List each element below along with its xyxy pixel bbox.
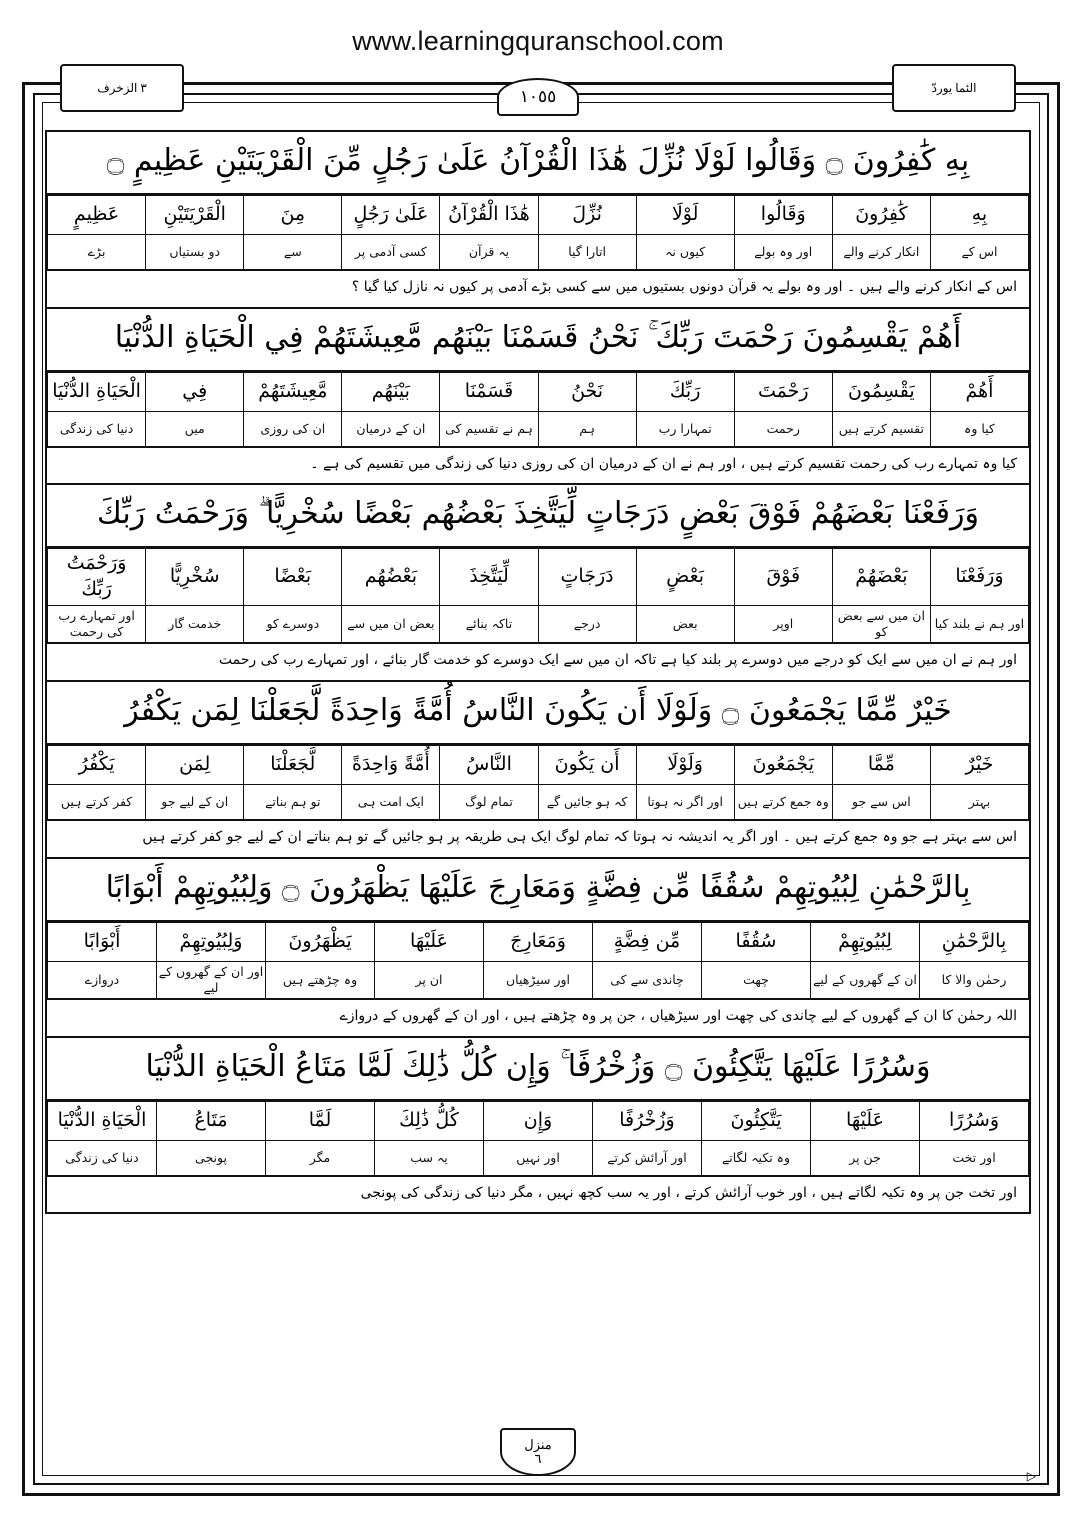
urdu-word-cell: بعض ان میں سے — [342, 605, 440, 643]
urdu-word-cell: بہتر — [930, 784, 1028, 819]
urdu-word-cell: کہ ہو جائیں گے — [538, 784, 636, 819]
arabic-word-cell: لِّيَتَّخِذَ — [440, 549, 538, 605]
arabic-word-cell: وَلَوْلَا — [636, 745, 734, 784]
arabic-word-cell: سُقُفًا — [702, 922, 811, 961]
urdu-word-cell: کسی آدمی پر — [342, 235, 440, 270]
urdu-word-cell: تمہارا رب — [636, 411, 734, 446]
urdu-word-cell: رحمٰن والا کا — [920, 961, 1029, 999]
arabic-word-cell: بَيْنَهُم — [342, 372, 440, 411]
urdu-word-cell: ان پر — [375, 961, 484, 999]
ayah-arabic-line: وَرَفَعْنَا بَعْضَهُمْ فَوْقَ بَعْضٍ دَرَجَاتٍ لِّيَتَّخِذَ بَعْضُهُم بَعْضًا سُخْرِيًّا ۗ وَرَحْمَتُ رَبِّكَ — [47, 485, 1029, 548]
arabic-word-cell: عَلَيْهَا — [375, 922, 484, 961]
urdu-translation-line: اس کے انکار کرنے والے ہیں ۔ اور وہ بولے یہ قرآن دونوں بستیوں میں سے کسی بڑے آدمی پر کیوں نہ نازل کیا گیا ؟ — [47, 270, 1029, 307]
verse-block — [45, 130, 1031, 309]
word-by-word-table — [47, 548, 1029, 643]
urdu-word-cell: اور ان کے گھروں کے لیے — [157, 961, 266, 999]
urdu-word-cell: تمام لوگ — [440, 784, 538, 819]
arabic-word-cell: الْحَيَاةِ الدُّنْيَا — [48, 372, 146, 411]
urdu-word-cell: انکار کرنے والے — [832, 235, 930, 270]
arabic-word-cell: بَعْضًا — [244, 549, 342, 605]
arabic-word-cell: أَهُمْ — [930, 372, 1028, 411]
arabic-word-cell: عَظِيمٍ — [48, 196, 146, 235]
arabic-word-cell: وَرَحْمَتُ رَبِّكَ — [48, 549, 146, 605]
arabic-word-cell: فَوْقَ — [734, 549, 832, 605]
urdu-translation-line: اللہ رحمٰن کا ان کے گھروں کے لیے چاندی کی چھت اور سیڑھیاں ، جن پر وہ چڑھتے ہیں ، اور ان کے گھروں کے دروازے — [47, 999, 1029, 1036]
arabic-words-row — [48, 196, 1029, 235]
arabic-word-cell: يَجْمَعُونَ — [734, 745, 832, 784]
urdu-word-cell: چاندی سے کی — [593, 961, 702, 999]
arabic-word-cell: عَلَيْهَا — [811, 1101, 920, 1140]
arabic-word-cell: قَسَمْنَا — [440, 372, 538, 411]
arabic-word-cell: يَكْفُرُ — [48, 745, 146, 784]
arabic-word-cell: يَتَّكِئُونَ — [702, 1101, 811, 1140]
urdu-words-row — [48, 235, 1029, 270]
arabic-word-cell: يَقْسِمُونَ — [832, 372, 930, 411]
urdu-word-cell: یہ قرآن — [440, 235, 538, 270]
urdu-word-cell: دو بستیاں — [146, 235, 244, 270]
ayah-arabic-line: أَهُمْ يَقْسِمُونَ رَحْمَتَ رَبِّكَ ۚ نَحْنُ قَسَمْنَا بَيْنَهُم مَّعِيشَتَهُمْ فِي الْحَيَاةِ الدُّنْيَا — [47, 309, 1029, 372]
urdu-word-cell: ہم — [538, 411, 636, 446]
urdu-word-cell: دروازے — [48, 961, 157, 999]
arabic-word-cell: سُخْرِيًّا — [146, 549, 244, 605]
arabic-word-cell: أَبْوَابًا — [48, 922, 157, 961]
verse-block — [45, 682, 1031, 859]
ayah-arabic-line: بِالرَّحْمَٰنِ لِبُيُوتِهِمْ سُقُفًا مِّن فِضَّةٍ وَمَعَارِجَ عَلَيْهَا يَظْهَرُونَ ۝ وَلِبُيُوتِهِمْ أَبْوَابًا — [47, 859, 1029, 922]
urdu-word-cell: کیوں نہ — [636, 235, 734, 270]
urdu-word-cell: پونجی — [157, 1140, 266, 1175]
urdu-word-cell: سے — [244, 235, 342, 270]
urdu-word-cell: ان کے گھروں کے لیے — [811, 961, 920, 999]
arabic-word-cell: كَٰفِرُونَ — [832, 196, 930, 235]
urdu-translation-line: کیا وہ تمہارے رب کی رحمت تقسیم کرتے ہیں ، اور ہم نے ان کے درمیان ان کی روزی دنیا کی زندگی میں تقسیم کی ہے ۔ — [47, 447, 1029, 484]
urdu-word-cell: وہ جمع کرتے ہیں — [734, 784, 832, 819]
arabic-word-cell: بَعْضَهُمْ — [832, 549, 930, 605]
urdu-words-row — [48, 961, 1029, 999]
urdu-word-cell: دنیا کی زندگی — [48, 1140, 157, 1175]
urdu-word-cell: چھت — [702, 961, 811, 999]
arabic-word-cell: نُزِّلَ — [538, 196, 636, 235]
arabic-word-cell: وَرَفَعْنَا — [930, 549, 1028, 605]
urdu-words-row — [48, 411, 1029, 446]
arabic-word-cell: رَحْمَتَ — [734, 372, 832, 411]
arabic-word-cell: نَحْنُ — [538, 372, 636, 411]
urdu-words-row — [48, 784, 1029, 819]
arabic-word-cell: وَسُرُرًا — [920, 1101, 1029, 1140]
arabic-word-cell: وَقَالُوا — [734, 196, 832, 235]
urdu-word-cell: میں — [146, 411, 244, 446]
urdu-word-cell: مگر — [266, 1140, 375, 1175]
arabic-word-cell: لَوْلَا — [636, 196, 734, 235]
arabic-words-row — [48, 922, 1029, 961]
corner-mark: ▷ — [1026, 1469, 1036, 1483]
urdu-word-cell: وہ چڑھتے ہیں — [266, 961, 375, 999]
arabic-word-cell: فِي — [146, 372, 244, 411]
urdu-word-cell: تقسیم کرتے ہیں — [832, 411, 930, 446]
arabic-word-cell: عَلَىٰ رَجُلٍ — [342, 196, 440, 235]
arabic-word-cell: مِّمَّا — [832, 745, 930, 784]
urdu-word-cell: ان کے درمیان — [342, 411, 440, 446]
urdu-word-cell: اور وہ بولے — [734, 235, 832, 270]
arabic-word-cell: لِمَن — [146, 745, 244, 784]
arabic-word-cell: بَعْضٍ — [636, 549, 734, 605]
arabic-word-cell: وَزُخْرُفًا — [593, 1101, 702, 1140]
urdu-word-cell: ان میں سے بعض کو — [832, 605, 930, 643]
urdu-word-cell: اور سیڑھیاں — [484, 961, 593, 999]
surah-name-plaque: ٣ الزخرف — [60, 64, 184, 112]
urdu-word-cell: تاکہ بنائے — [440, 605, 538, 643]
verse-block — [45, 485, 1031, 681]
urdu-word-cell: رحمت — [734, 411, 832, 446]
word-by-word-table — [47, 195, 1029, 270]
arabic-word-cell: خَيْرٌ — [930, 745, 1028, 784]
arabic-word-cell: مَّعِيشَتَهُمْ — [244, 372, 342, 411]
manzil-label: منزل — [524, 1437, 552, 1453]
urdu-word-cell: دنیا کی زندگی — [48, 411, 146, 446]
urdu-translation-line: اور ہم نے ان میں سے ایک کو درجے میں دوسرے پر بلند کیا ہے تاکہ ان میں سے ایک دوسرے کو خدمت گار بنائے ، اور تمہارے رب کی رحمت — [47, 643, 1029, 680]
para-name-plaque: الئما يوردّ — [892, 64, 1016, 112]
word-by-word-table — [47, 922, 1029, 1000]
arabic-word-cell: لِبُيُوتِهِمْ — [811, 922, 920, 961]
verse-block — [45, 859, 1031, 1038]
arabic-words-row — [48, 372, 1029, 411]
arabic-word-cell: لَمَّا — [266, 1101, 375, 1140]
arabic-word-cell: وَمَعَارِجَ — [484, 922, 593, 961]
ayah-arabic-line: وَسُرُرًا عَلَيْهَا يَتَّكِئُونَ ۝ وَزُخْرُفًا ۚ وَإِن كُلُّ ذَٰلِكَ لَمَّا مَتَاعُ الْحَيَاةِ الدُّنْيَا — [47, 1038, 1029, 1101]
urdu-word-cell: دوسرے کو — [244, 605, 342, 643]
word-by-word-table — [47, 745, 1029, 820]
arabic-word-cell: هَٰذَا الْقُرْآنُ — [440, 196, 538, 235]
manzil-number: ٦ — [534, 1451, 542, 1466]
urdu-word-cell: وہ تکیہ لگاتے — [702, 1140, 811, 1175]
arabic-word-cell: بِهِ — [930, 196, 1028, 235]
arabic-word-cell: بِالرَّحْمَٰنِ — [920, 922, 1029, 961]
urdu-word-cell: اور تمہارے رب کی رحمت — [48, 605, 146, 643]
verse-block — [45, 1038, 1031, 1215]
arabic-word-cell: بَعْضُهُم — [342, 549, 440, 605]
arabic-word-cell: مِّن فِضَّةٍ — [593, 922, 702, 961]
urdu-word-cell: خدمت گار — [146, 605, 244, 643]
arabic-word-cell: الْقَرْيَتَيْنِ — [146, 196, 244, 235]
arabic-word-cell: مِنَ — [244, 196, 342, 235]
arabic-word-cell: وَإِن — [484, 1101, 593, 1140]
arabic-word-cell: رَبِّكَ — [636, 372, 734, 411]
arabic-word-cell: وَلِبُيُوتِهِمْ — [157, 922, 266, 961]
urdu-word-cell: اس سے جو — [832, 784, 930, 819]
urdu-word-cell: یہ سب — [375, 1140, 484, 1175]
urdu-words-row — [48, 1140, 1029, 1175]
arabic-word-cell: لَّجَعَلْنَا — [244, 745, 342, 784]
urdu-word-cell: درجے — [538, 605, 636, 643]
arabic-words-row — [48, 1101, 1029, 1140]
urdu-translation-line: اس سے بہتر ہے جو وہ جمع کرتے ہیں ۔ اور اگر یہ اندیشہ نہ ہوتا کہ تمام لوگ ایک ہی طریقہ پر ہو جائیں گے تو ہم بناتے ان کے لیے جو کفر کرتے ہیں — [47, 820, 1029, 857]
urdu-word-cell: اور اگر نہ ہوتا — [636, 784, 734, 819]
urdu-words-row — [48, 605, 1029, 643]
urdu-word-cell: جن پر — [811, 1140, 920, 1175]
word-by-word-table — [47, 1101, 1029, 1176]
arabic-word-cell: أُمَّةً وَاحِدَةً — [342, 745, 440, 784]
urdu-word-cell: بعض — [636, 605, 734, 643]
urdu-word-cell: اور آرائش کرتے — [593, 1140, 702, 1175]
arabic-word-cell: دَرَجَاتٍ — [538, 549, 636, 605]
arabic-word-cell: أَن يَكُونَ — [538, 745, 636, 784]
urdu-word-cell: بڑے — [48, 235, 146, 270]
arabic-word-cell: النَّاسُ — [440, 745, 538, 784]
urdu-word-cell: ہم نے تقسیم کی — [440, 411, 538, 446]
verse-blocks-container — [45, 130, 1031, 1440]
arabic-word-cell: مَتَاعُ — [157, 1101, 266, 1140]
arabic-word-cell: يَظْهَرُونَ — [266, 922, 375, 961]
arabic-words-row — [48, 745, 1029, 784]
urdu-word-cell: اس کے — [930, 235, 1028, 270]
page-number-plaque: ١٠٥٥ — [497, 78, 579, 116]
ayah-arabic-line: خَيْرٌ مِّمَّا يَجْمَعُونَ ۝ وَلَوْلَا أَن يَكُونَ النَّاسُ أُمَّةً وَاحِدَةً لَّجَعَلْنَا لِمَن يَكْفُرُ — [47, 682, 1029, 745]
urdu-word-cell: کفر کرتے ہیں — [48, 784, 146, 819]
verse-block — [45, 309, 1031, 486]
word-by-word-table — [47, 372, 1029, 447]
arabic-word-cell: الْحَيَاةِ الدُّنْيَا — [48, 1101, 157, 1140]
urdu-word-cell: ان کی روزی — [244, 411, 342, 446]
urdu-word-cell: اوپر — [734, 605, 832, 643]
urdu-word-cell: ایک امت ہی — [342, 784, 440, 819]
urdu-word-cell: اور ہم نے بلند کیا — [930, 605, 1028, 643]
arabic-word-cell: كُلُّ ذَٰلِكَ — [375, 1101, 484, 1140]
site-url: www.learningquranschool.com — [352, 26, 724, 56]
urdu-word-cell: اور تخت — [920, 1140, 1029, 1175]
urdu-word-cell: اتارا گیا — [538, 235, 636, 270]
arabic-words-row — [48, 549, 1029, 605]
urdu-word-cell: کیا وہ — [930, 411, 1028, 446]
urdu-word-cell: تو ہم بناتے — [244, 784, 342, 819]
ayah-arabic-line: بِهِ كَٰفِرُونَ ۝ وَقَالُوا لَوْلَا نُزِّلَ هَٰذَا الْقُرْآنُ عَلَىٰ رَجُلٍ مِّنَ الْقَرْيَتَيْنِ عَظِيمٍ ۝ — [47, 132, 1029, 195]
urdu-word-cell: ان کے لیے جو — [146, 784, 244, 819]
urdu-word-cell: اور نہیں — [484, 1140, 593, 1175]
urdu-translation-line: اور تخت جن پر وہ تکیہ لگاتے ہیں ، اور خوب آرائش کرتے ، اور یہ سب کچھ نہیں ، مگر دنیا کی زندگی کی پونجی — [47, 1176, 1029, 1213]
